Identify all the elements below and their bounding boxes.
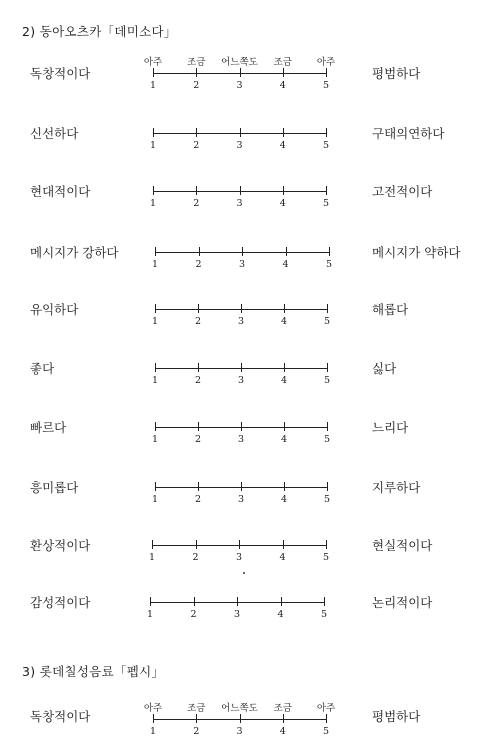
scale-number: 4 (280, 316, 288, 327)
scale-number: 5 (323, 494, 331, 505)
scale-number: 3 (237, 494, 245, 505)
scale-number: 4 (280, 375, 288, 386)
scale-number: 2 (193, 198, 200, 209)
scale-number: 3 (236, 140, 243, 151)
scale-tick[interactable] (150, 597, 151, 606)
scale-number: 4 (279, 726, 286, 737)
scale-anchor-label: 아주 (316, 57, 336, 68)
scale-number: 2 (194, 494, 202, 505)
scale-number: 2 (194, 434, 202, 445)
scale-tick[interactable] (327, 422, 328, 431)
scale-tick[interactable] (241, 363, 242, 372)
left-adjective: 메시지가 강하다 (30, 245, 119, 260)
scale-tick[interactable] (153, 186, 154, 195)
scale-tick[interactable] (196, 68, 197, 77)
scale-tick[interactable] (155, 304, 156, 313)
scale-number: 5 (320, 609, 328, 620)
scale-tick[interactable] (152, 540, 153, 549)
scale-number: 5 (322, 552, 330, 563)
right-adjective: 구태의연하다 (372, 126, 445, 141)
scale-number: 1 (151, 259, 159, 270)
scale-number: 2 (190, 609, 197, 620)
scale-tick[interactable] (196, 714, 197, 723)
scale-tick[interactable] (196, 128, 197, 137)
scale-number: 3 (237, 375, 245, 386)
scale-number: 5 (322, 80, 330, 91)
scale-tick[interactable] (237, 597, 238, 606)
scale-number: 2 (195, 259, 202, 270)
scale-number: 5 (322, 140, 330, 151)
scale-number: 2 (194, 316, 202, 327)
scale-number: 4 (279, 552, 286, 563)
section-title: 3) 롯데칠성음료「펩시」 (22, 664, 165, 679)
scale-tick[interactable] (329, 247, 330, 256)
scale-tick[interactable] (242, 247, 243, 256)
scale-anchor-label: 아주 (316, 703, 336, 714)
scale-number: 5 (323, 316, 331, 327)
scale-tick[interactable] (155, 247, 156, 256)
scale-number: 1 (149, 198, 157, 209)
scale-number: 4 (279, 80, 286, 91)
scale-tick[interactable] (327, 363, 328, 372)
left-adjective: 독창적이다 (30, 709, 91, 724)
scale-anchor-label: 조금 (187, 703, 206, 714)
left-adjective: 환상적이다 (30, 538, 91, 553)
scale-number: 1 (149, 726, 157, 737)
scale-tick[interactable] (326, 68, 327, 77)
scale-number: 1 (148, 552, 156, 563)
scale-anchor-label: 어느쪽도 (221, 703, 258, 714)
scale-tick[interactable] (241, 422, 242, 431)
scale-tick[interactable] (239, 540, 240, 549)
scale-tick[interactable] (198, 363, 199, 372)
left-adjective: 감성적이다 (30, 595, 91, 610)
left-adjective: 좋다 (30, 361, 55, 376)
left-adjective: 흥미롭다 (30, 480, 79, 495)
scale-number: 4 (282, 259, 289, 270)
scale-number: 3 (237, 434, 245, 445)
scale-number: 1 (151, 316, 159, 327)
scale-tick[interactable] (326, 714, 327, 723)
scale-number: 3 (236, 198, 243, 209)
scale-number: 3 (235, 552, 243, 563)
right-adjective: 현실적이다 (372, 538, 433, 553)
scale-number: 4 (277, 609, 284, 620)
scale-tick[interactable] (284, 363, 285, 372)
left-adjective: 신선하다 (30, 126, 79, 141)
scale-number: 3 (237, 316, 245, 327)
left-adjective: 현대적이다 (30, 184, 91, 199)
right-adjective: 싫다 (372, 361, 397, 376)
left-adjective: 유익하다 (30, 302, 79, 317)
scale-anchor-label: 조금 (187, 57, 206, 68)
scale-tick[interactable] (326, 128, 327, 137)
right-adjective: 메시지가 약하다 (372, 245, 461, 260)
scale-number: 4 (280, 494, 288, 505)
scale-number: 2 (192, 552, 199, 563)
scale-tick[interactable] (284, 304, 285, 313)
section-title: 2) 동아오츠카「데미소다」 (22, 24, 177, 39)
scale-tick[interactable] (286, 247, 287, 256)
scale-tick[interactable] (199, 247, 200, 256)
scale-tick[interactable] (198, 304, 199, 313)
scale-number: 1 (149, 140, 157, 151)
scale-tick[interactable] (155, 363, 156, 372)
scale-number: 5 (325, 259, 333, 270)
scale-tick[interactable] (194, 597, 195, 606)
scale-tick[interactable] (153, 128, 154, 137)
right-adjective: 해롭다 (372, 302, 409, 317)
scale-tick[interactable] (196, 186, 197, 195)
scale-tick[interactable] (155, 422, 156, 431)
scale-number: 5 (322, 198, 330, 209)
scale-number: 3 (236, 726, 243, 737)
scale-tick[interactable] (324, 597, 325, 606)
right-adjective: 논리적이다 (372, 595, 433, 610)
right-adjective: 느리다 (372, 420, 409, 435)
scale-anchor-label: 조금 (273, 57, 292, 68)
scale-tick[interactable] (153, 68, 154, 77)
left-adjective: 빠르다 (30, 420, 67, 435)
scale-number: 1 (146, 609, 154, 620)
scale-tick[interactable] (281, 597, 282, 606)
scale-tick[interactable] (198, 482, 199, 491)
scale-number: 3 (233, 609, 241, 620)
scale-anchor-label: 어느쪽도 (221, 57, 258, 68)
scale-tick[interactable] (326, 186, 327, 195)
scale-tick[interactable] (241, 304, 242, 313)
scale-tick[interactable] (283, 186, 284, 195)
scale-anchor-label: 조금 (273, 703, 292, 714)
scale-anchor-label: 아주 (143, 703, 163, 714)
scale-tick[interactable] (155, 482, 156, 491)
scale-tick[interactable] (326, 540, 327, 549)
scale-number: 2 (193, 80, 200, 91)
scale-number: 4 (279, 140, 286, 151)
scale-tick[interactable] (240, 128, 241, 137)
scale-tick[interactable] (240, 68, 241, 77)
scale-number: 4 (280, 434, 288, 445)
scale-number: 1 (149, 80, 157, 91)
scale-tick[interactable] (283, 714, 284, 723)
scale-tick[interactable] (283, 540, 284, 549)
scale-tick[interactable] (153, 714, 154, 723)
scale-number: 1 (151, 375, 159, 386)
scale-tick[interactable] (240, 186, 241, 195)
right-adjective: 지루하다 (372, 480, 421, 495)
scale-tick[interactable] (240, 714, 241, 723)
left-adjective: 독창적이다 (30, 66, 91, 81)
scale-number: 5 (323, 434, 331, 445)
scale-number: 3 (238, 259, 246, 270)
right-adjective: 고전적이다 (372, 184, 433, 199)
scale-tick[interactable] (283, 128, 284, 137)
scale-tick[interactable] (283, 68, 284, 77)
scale-tick[interactable] (327, 304, 328, 313)
scale-number: 4 (279, 198, 286, 209)
scale-number: 2 (193, 726, 200, 737)
scale-number: 2 (194, 375, 202, 386)
scale-anchor-label: 아주 (143, 57, 163, 68)
scale-number: 3 (236, 80, 243, 91)
right-adjective: 평범하다 (372, 709, 421, 724)
right-adjective: 평범하다 (372, 66, 421, 81)
scale-tick[interactable] (241, 482, 242, 491)
scale-tick[interactable] (284, 422, 285, 431)
scale-tick[interactable] (327, 482, 328, 491)
scale-tick[interactable] (198, 422, 199, 431)
scale-number: 1 (151, 434, 159, 445)
scale-tick[interactable] (196, 540, 197, 549)
scale-number: 5 (322, 726, 330, 737)
scale-number: 5 (323, 375, 331, 386)
scale-tick[interactable] (284, 482, 285, 491)
scan-speck (243, 572, 245, 574)
scale-number: 2 (193, 140, 200, 151)
scale-number: 1 (151, 494, 159, 505)
